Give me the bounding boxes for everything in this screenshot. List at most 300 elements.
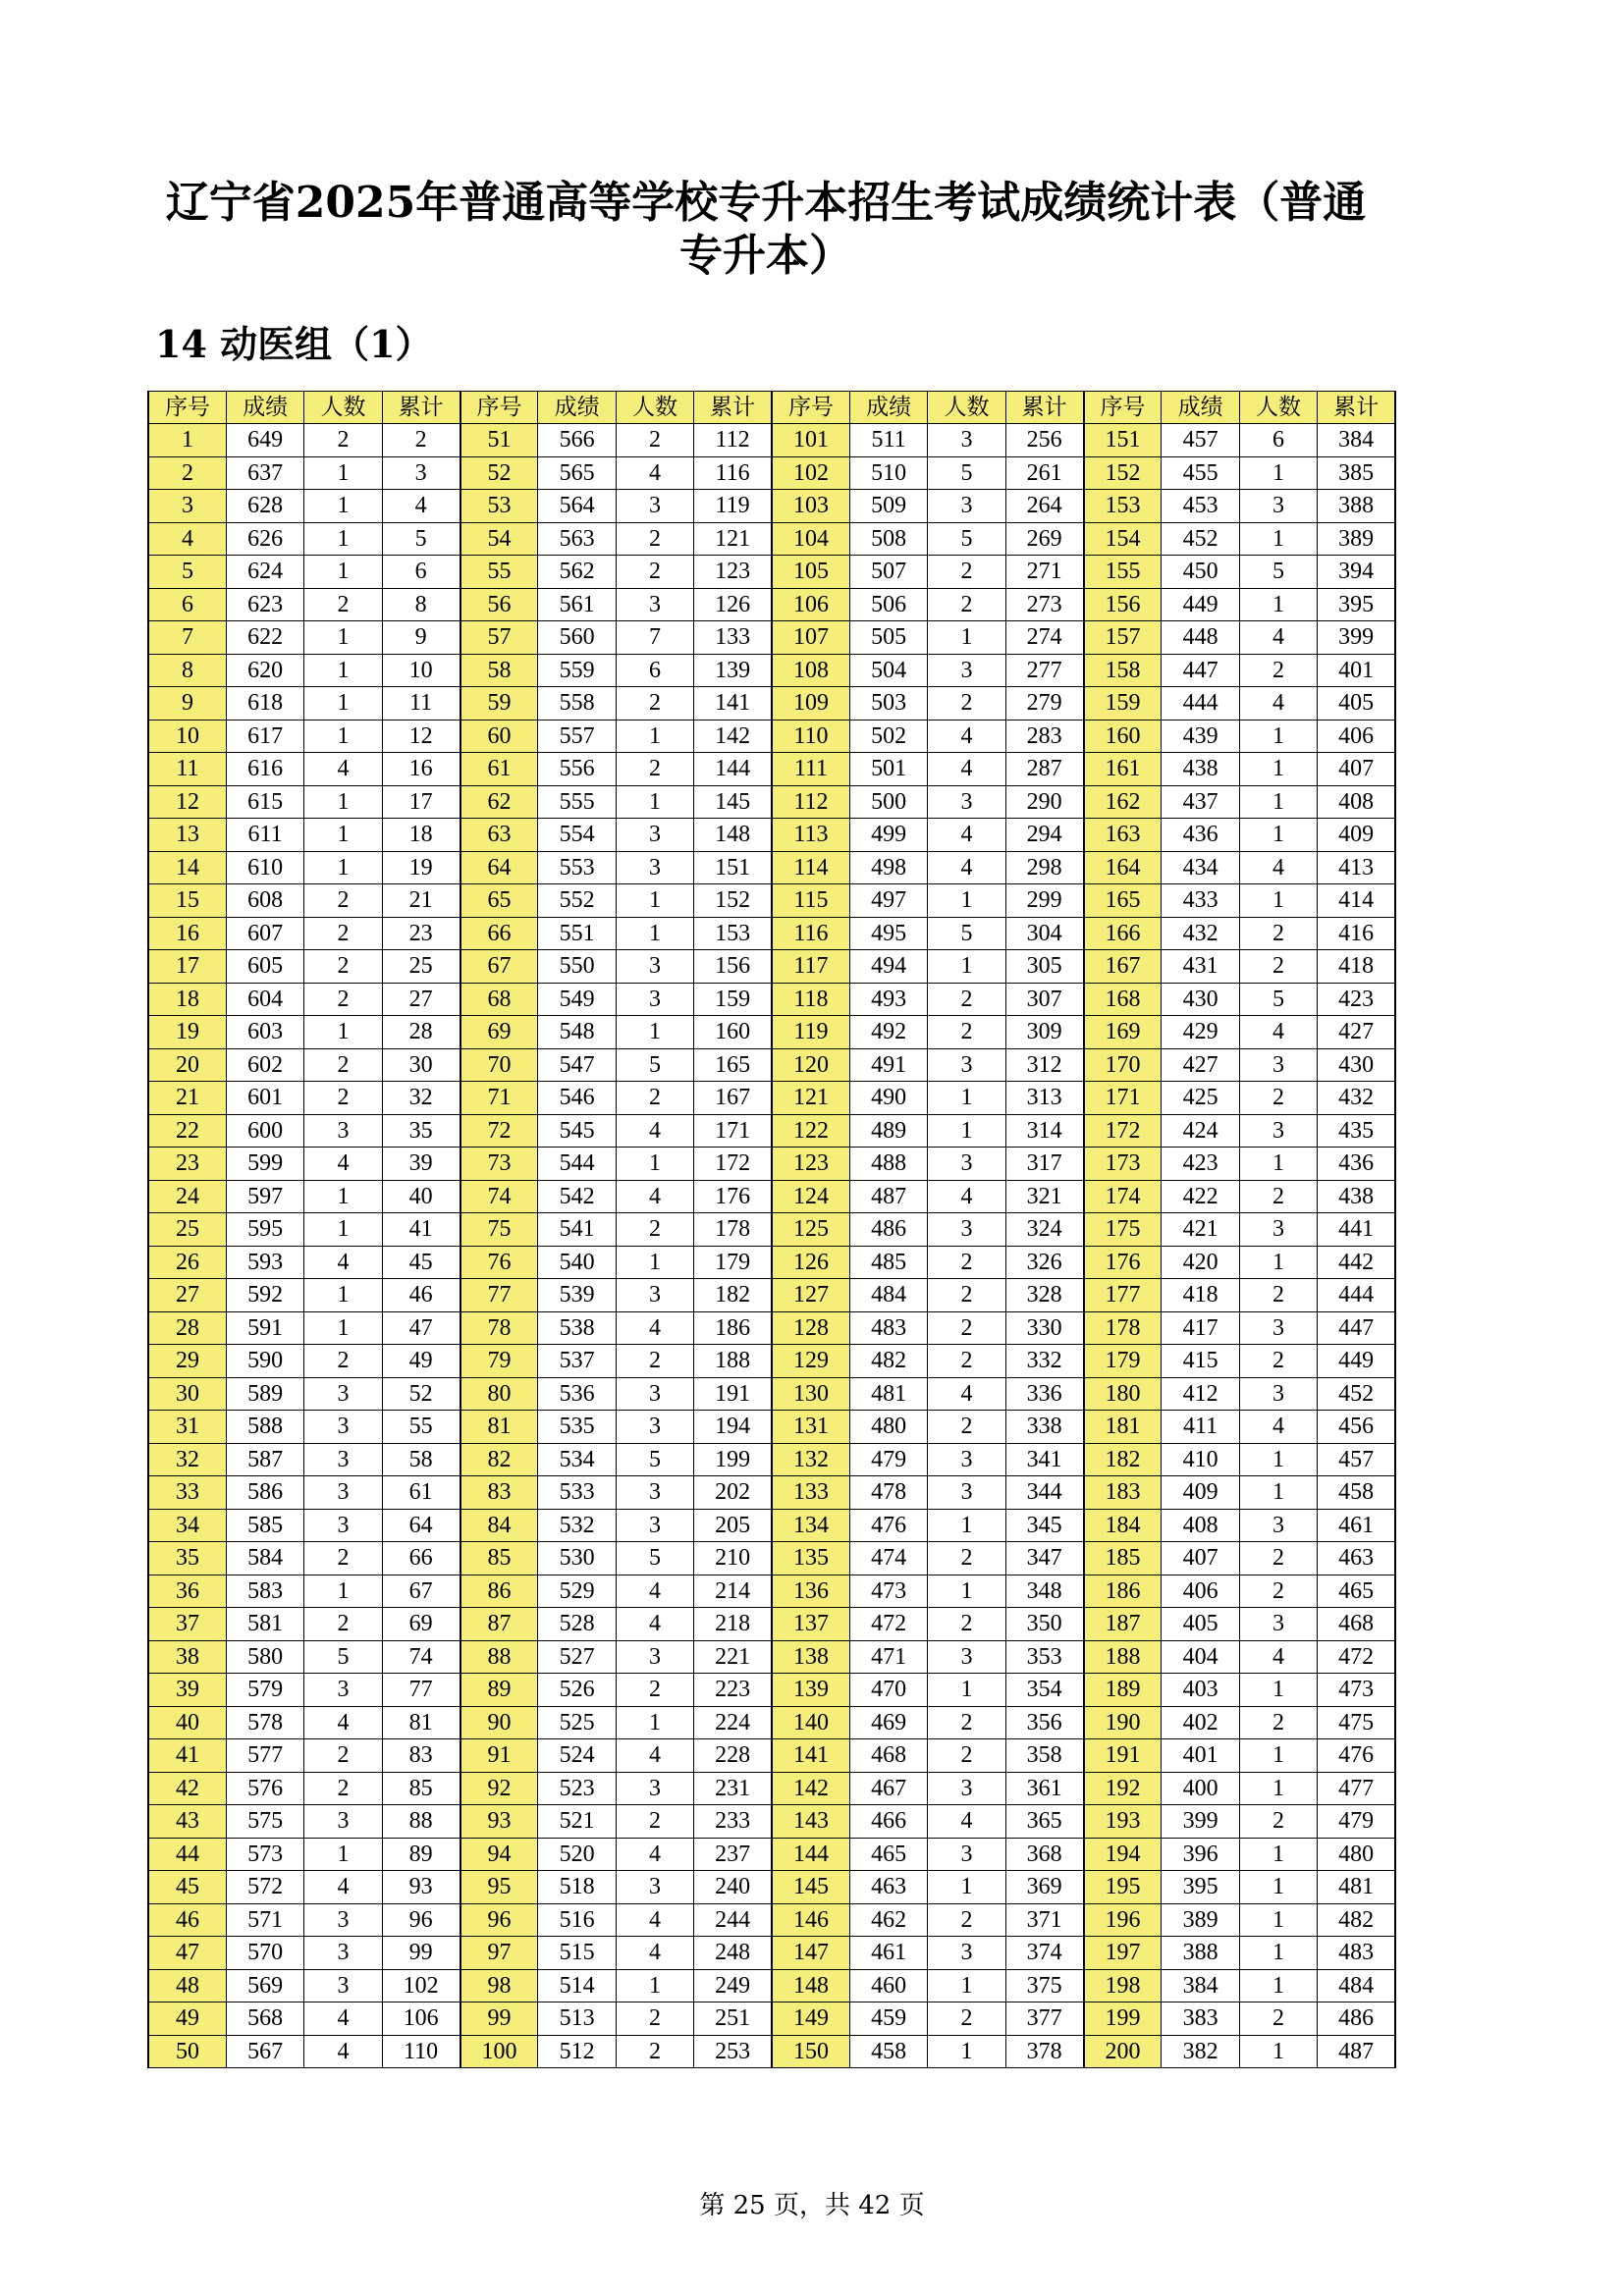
count-cell: 3 [928,490,1005,523]
score-cell: 577 [226,1739,303,1773]
column-header: 成绩 [1162,392,1239,424]
cumulative-cell: 16 [382,753,460,786]
count-cell: 4 [928,1805,1005,1839]
count-cell: 2 [928,588,1005,621]
count-cell: 1 [304,1180,382,1213]
score-cell: 520 [538,1838,616,1871]
seq-cell: 80 [460,1377,538,1411]
score-cell: 605 [226,950,303,984]
cumulative-cell: 321 [1005,1180,1083,1213]
count-cell: 4 [304,1706,382,1739]
cumulative-cell: 442 [1318,1246,1395,1279]
score-cell: 557 [538,720,616,753]
score-cell: 583 [226,1575,303,1608]
cumulative-cell: 99 [382,1937,460,1970]
cumulative-cell: 145 [694,785,772,819]
table-row [148,1871,1395,1904]
count-cell: 4 [616,1739,693,1773]
score-cell: 448 [1162,621,1239,655]
score-cell: 649 [226,424,303,457]
cumulative-cell: 55 [382,1411,460,1444]
score-cell: 479 [849,1443,927,1476]
cumulative-cell: 482 [1318,1903,1395,1937]
cumulative-cell: 17 [382,785,460,819]
count-cell: 2 [304,1772,382,1805]
table-row [148,884,1395,918]
seq-cell: 96 [460,1903,538,1937]
count-cell: 3 [304,1805,382,1839]
count-cell: 1 [1239,2035,1317,2068]
seq-cell: 158 [1084,654,1162,687]
seq-cell: 150 [772,2035,849,2068]
seq-cell: 73 [460,1148,538,1181]
seq-cell: 64 [460,851,538,884]
seq-cell: 169 [1084,1016,1162,1049]
score-cell: 604 [226,983,303,1016]
score-cell: 626 [226,522,303,556]
cumulative-cell: 317 [1005,1148,1083,1181]
score-cell: 461 [849,1937,927,1970]
cumulative-cell: 341 [1005,1443,1083,1476]
table-row [148,1805,1395,1839]
table-row [148,1969,1395,2002]
cumulative-cell: 10 [382,654,460,687]
seq-cell: 97 [460,1937,538,1970]
seq-cell: 100 [460,2035,538,2068]
seq-cell: 11 [148,753,226,786]
seq-cell: 70 [460,1048,538,1082]
seq-cell: 19 [148,1016,226,1049]
score-cell: 458 [849,2035,927,2068]
cumulative-cell: 153 [694,917,772,950]
score-cell: 504 [849,654,927,687]
score-cell: 429 [1162,1016,1239,1049]
seq-cell: 9 [148,687,226,721]
seq-cell: 26 [148,1246,226,1279]
count-cell: 3 [1239,1213,1317,1247]
cumulative-cell: 427 [1318,1016,1395,1049]
cumulative-cell: 66 [382,1542,460,1575]
seq-cell: 149 [772,2002,849,2036]
count-cell: 3 [1239,1114,1317,1148]
seq-cell: 23 [148,1148,226,1181]
cumulative-cell: 39 [382,1148,460,1181]
seq-cell: 142 [772,1772,849,1805]
score-cell: 383 [1162,2002,1239,2036]
seq-cell: 144 [772,1838,849,1871]
cumulative-cell: 374 [1005,1937,1083,1970]
seq-cell: 49 [148,2002,226,2036]
count-cell: 4 [1239,1016,1317,1049]
seq-cell: 25 [148,1213,226,1247]
seq-cell: 58 [460,654,538,687]
seq-cell: 98 [460,1969,538,2002]
seq-cell: 145 [772,1871,849,1904]
seq-cell: 8 [148,654,226,687]
score-cell: 595 [226,1213,303,1247]
score-cell: 547 [538,1048,616,1082]
seq-cell: 36 [148,1575,226,1608]
seq-cell: 109 [772,687,849,721]
count-cell: 4 [1239,851,1317,884]
count-cell: 1 [304,785,382,819]
cumulative-cell: 46 [382,1279,460,1312]
score-cell: 567 [226,2035,303,2068]
cumulative-cell: 416 [1318,917,1395,950]
cumulative-cell: 304 [1005,917,1083,950]
seq-cell: 188 [1084,1640,1162,1674]
cumulative-cell: 248 [694,1937,772,1970]
table-row [148,1772,1395,1805]
count-cell: 3 [304,1114,382,1148]
page-footer: 第 25 页，共 42 页 [699,2191,925,2220]
table-row [148,490,1395,523]
cumulative-cell: 312 [1005,1048,1083,1082]
count-cell: 1 [1239,1937,1317,1970]
seq-cell: 52 [460,456,538,490]
cumulative-cell: 2 [382,424,460,457]
seq-cell: 89 [460,1674,538,1707]
score-cell: 404 [1162,1640,1239,1674]
score-cell: 618 [226,687,303,721]
seq-cell: 47 [148,1937,226,1970]
seq-cell: 76 [460,1246,538,1279]
cumulative-cell: 142 [694,720,772,753]
count-cell: 1 [1239,588,1317,621]
cumulative-cell: 414 [1318,884,1395,918]
score-cell: 570 [226,1937,303,1970]
score-cell: 431 [1162,950,1239,984]
seq-cell: 67 [460,950,538,984]
count-cell: 2 [616,753,693,786]
column-header: 序号 [148,392,226,424]
score-cell: 470 [849,1674,927,1707]
score-cell: 576 [226,1772,303,1805]
score-cell: 524 [538,1739,616,1773]
cumulative-cell: 353 [1005,1640,1083,1674]
count-cell: 2 [304,588,382,621]
count-cell: 2 [304,917,382,950]
cumulative-cell: 159 [694,983,772,1016]
seq-cell: 44 [148,1838,226,1871]
count-cell: 1 [928,950,1005,984]
cumulative-cell: 25 [382,950,460,984]
score-cell: 424 [1162,1114,1239,1148]
table-row [148,588,1395,621]
table-row [148,1016,1395,1049]
seq-cell: 39 [148,1674,226,1707]
count-cell: 5 [928,522,1005,556]
count-cell: 4 [928,720,1005,753]
cumulative-cell: 377 [1005,2002,1083,2036]
count-cell: 2 [616,522,693,556]
score-cell: 462 [849,1903,927,1937]
count-cell: 2 [1239,654,1317,687]
cumulative-cell: 171 [694,1114,772,1148]
count-cell: 4 [616,1608,693,1641]
score-cell: 586 [226,1476,303,1510]
score-cell: 589 [226,1377,303,1411]
count-cell: 5 [1239,556,1317,589]
seq-cell: 178 [1084,1311,1162,1345]
count-cell: 4 [304,1148,382,1181]
score-cell: 617 [226,720,303,753]
cumulative-cell: 58 [382,1443,460,1476]
cumulative-cell: 5 [382,522,460,556]
count-cell: 1 [616,1246,693,1279]
cumulative-cell: 407 [1318,753,1395,786]
cumulative-cell: 368 [1005,1838,1083,1871]
score-cell: 439 [1162,720,1239,753]
score-cell: 602 [226,1048,303,1082]
score-cell: 534 [538,1443,616,1476]
count-cell: 2 [616,1082,693,1115]
seq-cell: 170 [1084,1048,1162,1082]
table-row [148,1509,1395,1542]
count-cell: 4 [616,1903,693,1937]
seq-cell: 141 [772,1739,849,1773]
count-cell: 2 [1239,1805,1317,1839]
cumulative-cell: 77 [382,1674,460,1707]
count-cell: 1 [616,785,693,819]
seq-cell: 5 [148,556,226,589]
cumulative-cell: 133 [694,621,772,655]
cumulative-cell: 81 [382,1706,460,1739]
count-cell: 1 [1239,456,1317,490]
cumulative-cell: 378 [1005,2035,1083,2068]
seq-cell: 164 [1084,851,1162,884]
cumulative-cell: 283 [1005,720,1083,753]
cumulative-cell: 228 [694,1739,772,1773]
count-cell: 1 [616,917,693,950]
count-cell: 2 [616,1345,693,1378]
score-cell: 489 [849,1114,927,1148]
score-cell: 549 [538,983,616,1016]
seq-cell: 197 [1084,1937,1162,1970]
seq-cell: 167 [1084,950,1162,984]
table-row [148,983,1395,1016]
cumulative-cell: 465 [1318,1575,1395,1608]
score-cell: 540 [538,1246,616,1279]
seq-cell: 81 [460,1411,538,1444]
score-cell: 384 [1162,1969,1239,2002]
cumulative-cell: 165 [694,1048,772,1082]
cumulative-cell: 233 [694,1805,772,1839]
cumulative-cell: 290 [1005,785,1083,819]
cumulative-cell: 358 [1005,1739,1083,1773]
count-cell: 3 [304,1969,382,2002]
count-cell: 2 [1239,1575,1317,1608]
score-cell: 541 [538,1213,616,1247]
count-cell: 1 [304,1279,382,1312]
seq-cell: 185 [1084,1542,1162,1575]
score-cell: 430 [1162,983,1239,1016]
table-row [148,2002,1395,2036]
seq-cell: 195 [1084,1871,1162,1904]
seq-cell: 131 [772,1411,849,1444]
cumulative-cell: 441 [1318,1213,1395,1247]
seq-cell: 122 [772,1114,849,1148]
seq-cell: 191 [1084,1739,1162,1773]
score-cell: 472 [849,1608,927,1641]
table-row [148,1411,1395,1444]
column-header: 序号 [460,392,538,424]
score-cell: 498 [849,851,927,884]
cumulative-cell: 294 [1005,819,1083,852]
score-cell: 564 [538,490,616,523]
count-cell: 3 [616,950,693,984]
score-cell: 537 [538,1345,616,1378]
seq-cell: 55 [460,556,538,589]
count-cell: 1 [928,1509,1005,1542]
cumulative-cell: 408 [1318,785,1395,819]
score-cell: 481 [849,1377,927,1411]
score-cell: 487 [849,1180,927,1213]
cumulative-cell: 85 [382,1772,460,1805]
score-cell: 558 [538,687,616,721]
cumulative-cell: 369 [1005,1871,1083,1904]
count-cell: 1 [304,490,382,523]
cumulative-cell: 481 [1318,1871,1395,1904]
seq-cell: 133 [772,1476,849,1510]
score-cell: 460 [849,1969,927,2002]
cumulative-cell: 89 [382,1838,460,1871]
cumulative-cell: 182 [694,1279,772,1312]
seq-cell: 192 [1084,1772,1162,1805]
score-cell: 578 [226,1706,303,1739]
count-cell: 2 [304,1082,382,1115]
cumulative-cell: 121 [694,522,772,556]
count-cell: 2 [928,1903,1005,1937]
score-cell: 516 [538,1903,616,1937]
seq-cell: 110 [772,720,849,753]
count-cell: 1 [928,1871,1005,1904]
score-cell: 542 [538,1180,616,1213]
seq-cell: 179 [1084,1345,1162,1378]
seq-cell: 177 [1084,1279,1162,1312]
cumulative-cell: 345 [1005,1509,1083,1542]
seq-cell: 79 [460,1345,538,1378]
score-cell: 580 [226,1640,303,1674]
count-cell: 1 [1239,1871,1317,1904]
seq-cell: 200 [1084,2035,1162,2068]
count-cell: 3 [928,1772,1005,1805]
count-cell: 1 [304,1575,382,1608]
score-cell: 497 [849,884,927,918]
seq-cell: 22 [148,1114,226,1148]
cumulative-cell: 160 [694,1016,772,1049]
seq-cell: 63 [460,819,538,852]
score-cell: 469 [849,1706,927,1739]
seq-cell: 148 [772,1969,849,2002]
seq-cell: 59 [460,687,538,721]
score-cell: 492 [849,1016,927,1049]
cumulative-cell: 264 [1005,490,1083,523]
score-cell: 420 [1162,1246,1239,1279]
score-cell: 411 [1162,1411,1239,1444]
cumulative-cell: 458 [1318,1476,1395,1510]
cumulative-cell: 126 [694,588,772,621]
cumulative-cell: 221 [694,1640,772,1674]
count-cell: 1 [928,884,1005,918]
seq-cell: 119 [772,1016,849,1049]
score-cell: 518 [538,1871,616,1904]
seq-cell: 184 [1084,1509,1162,1542]
column-header: 序号 [1084,392,1162,424]
count-cell: 3 [928,1443,1005,1476]
score-cell: 526 [538,1674,616,1707]
count-cell: 5 [928,456,1005,490]
count-cell: 1 [616,1969,693,2002]
count-cell: 3 [1239,1311,1317,1345]
cumulative-cell: 452 [1318,1377,1395,1411]
count-cell: 4 [928,851,1005,884]
cumulative-cell: 41 [382,1213,460,1247]
count-cell: 2 [1239,1706,1317,1739]
seq-cell: 20 [148,1048,226,1082]
seq-cell: 48 [148,1969,226,2002]
count-cell: 2 [1239,1180,1317,1213]
score-cell: 624 [226,556,303,589]
count-cell: 4 [616,1311,693,1345]
cumulative-cell: 299 [1005,884,1083,918]
table-row [148,720,1395,753]
score-cell: 587 [226,1443,303,1476]
cumulative-cell: 328 [1005,1279,1083,1312]
cumulative-cell: 336 [1005,1377,1083,1411]
seq-cell: 32 [148,1443,226,1476]
seq-cell: 173 [1084,1148,1162,1181]
score-cell: 502 [849,720,927,753]
table-row [148,1542,1395,1575]
seq-cell: 181 [1084,1411,1162,1444]
seq-cell: 92 [460,1772,538,1805]
table-row [148,1377,1395,1411]
seq-cell: 161 [1084,753,1162,786]
seq-cell: 115 [772,884,849,918]
score-cell: 546 [538,1082,616,1115]
seq-cell: 165 [1084,884,1162,918]
cumulative-cell: 112 [694,424,772,457]
score-cell: 591 [226,1311,303,1345]
column-header: 人数 [304,392,382,424]
seq-cell: 140 [772,1706,849,1739]
score-cell: 552 [538,884,616,918]
score-cell: 509 [849,490,927,523]
seq-cell: 12 [148,785,226,819]
seq-cell: 194 [1084,1838,1162,1871]
table-row [148,1575,1395,1608]
score-cell: 480 [849,1411,927,1444]
count-cell: 1 [928,1575,1005,1608]
count-cell: 1 [304,1838,382,1871]
cumulative-cell: 186 [694,1311,772,1345]
count-cell: 2 [928,1016,1005,1049]
seq-cell: 146 [772,1903,849,1937]
score-cell: 468 [849,1739,927,1773]
table-row [148,1443,1395,1476]
count-cell: 3 [616,1640,693,1674]
seq-cell: 7 [148,621,226,655]
score-cell: 417 [1162,1311,1239,1345]
score-cell: 506 [849,588,927,621]
seq-cell: 13 [148,819,226,852]
seq-cell: 10 [148,720,226,753]
score-cell: 486 [849,1213,927,1247]
count-cell: 1 [1239,1838,1317,1871]
table-row [148,2035,1395,2068]
cumulative-cell: 176 [694,1180,772,1213]
